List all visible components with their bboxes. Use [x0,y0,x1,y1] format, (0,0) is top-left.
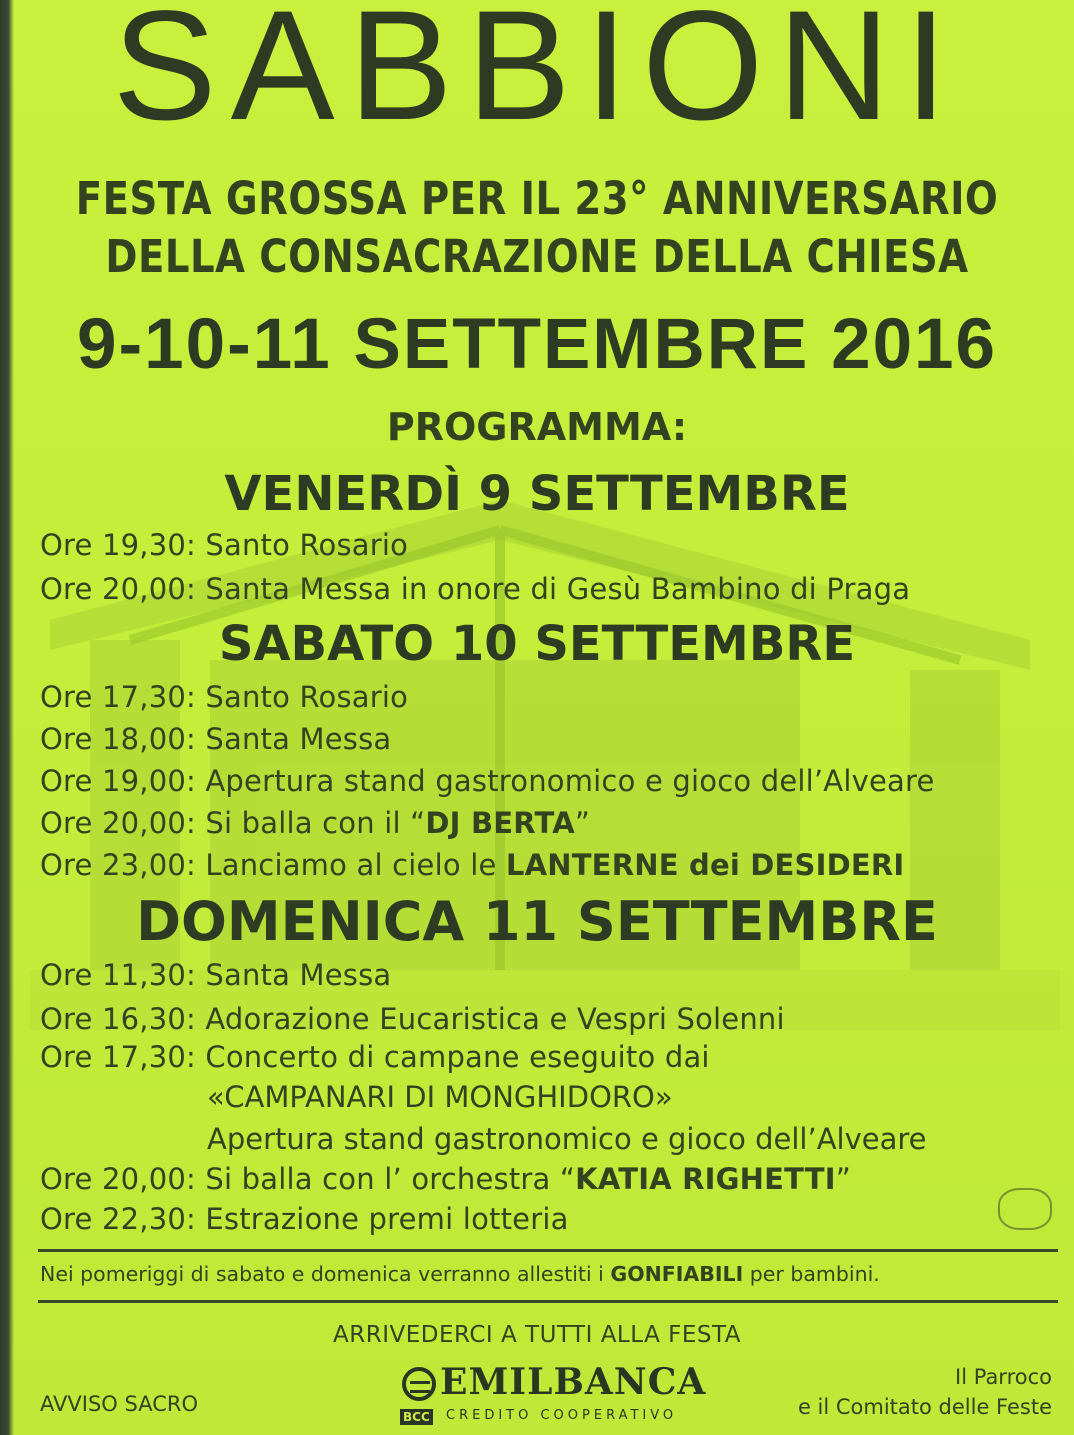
event-row [40,680,408,714]
event-row [40,848,904,882]
event-continuation: Apertura stand gastronomico e gioco dell’Alveare [207,1122,927,1156]
sponsor-logo [400,1361,707,1427]
event-text: Santa Messa [205,722,392,756]
signature-line-1: Il Parroco [955,1365,1052,1389]
signature [798,1362,1052,1423]
event-highlight: LANTERNE dei DESIDERI [505,848,905,882]
event-row [40,1002,785,1036]
event-time: Ore 19,00: [40,764,196,798]
day-heading-friday: VENERDÌ 9 SETTEMBRE [224,466,850,522]
event-text: Si balla con il “ [205,806,426,840]
note-highlight: GONFIABILI [610,1262,744,1286]
event-time: Ore 16,30: [40,1002,196,1036]
event-text: Santa Messa in onore di Gesù Bambino di Praga [205,572,911,606]
event-text: Apertura stand gastronomico e gioco dell’Alveare [205,764,935,798]
event-time: Ore 20,00: [40,806,196,840]
event-text-after: ” [835,1162,851,1196]
divider-bottom [38,1300,1058,1303]
sponsor-name: EMILBANCA [440,1361,707,1403]
event-text: Si balla con l’ orchestra “ [205,1162,576,1196]
day-heading-sunday: DOMENICA 11 SETTEMBRE [136,890,938,953]
event-time: Ore 20,00: [40,572,196,606]
sponsor-tagline: CREDITO COOPERATIVO [446,1408,678,1423]
avviso-sacro: AVVISO SACRO [40,1392,198,1416]
event-dates: 9-10-11 SETTEMBRE 2016 [76,305,998,384]
event-time: Ore 19,30: [40,528,196,562]
day-heading-saturday: SABATO 10 SETTEMBRE [218,616,856,672]
subtitle-line-2: DELLA CONSACRAZIONE DELLA CHIESA [105,230,969,283]
event-text: Santo Rosario [205,680,409,714]
event-time: Ore 17,30: [40,680,196,714]
farewell-text: ARRIVEDERCI A TUTTI ALLA FESTA [333,1322,741,1348]
event-time: Ore 11,30: [40,958,196,992]
divider-top [38,1249,1058,1252]
event-highlight: KATIA RIGHETTI [575,1162,836,1196]
municipal-stamp [998,1188,1052,1230]
signature-line-2: e il Comitato delle Feste [797,1395,1052,1420]
event-row [40,572,910,606]
event-text-after: ” [574,806,591,840]
event-text: Santo Rosario [205,528,409,562]
event-row [40,764,935,798]
poster-title: SABBIONI [112,0,962,153]
wall-edge [0,0,14,1435]
event-text: Estrazione premi lotteria [205,1202,569,1236]
inflatables-note: Nei pomeriggi di sabato e domenica verranno allestiti i GONFIABILI per bambini. [40,1262,880,1286]
event-row [40,1040,710,1074]
event-text: Santa Messa [205,958,392,992]
event-time: Ore 23,00: [40,848,196,882]
sponsor-badge: BCC [400,1409,433,1425]
event-text: Adorazione Eucaristica e Vespri Solenni [205,1002,785,1036]
event-time: Ore 22,30: [40,1202,196,1236]
event-row [40,1162,851,1196]
event-highlight: DJ BERTA [425,806,575,840]
event-continuation: «CAMPANARI DI MONGHIDORO» [207,1080,673,1114]
event-row [40,958,391,992]
event-time: Ore 18,00: [40,722,196,756]
subtitle-line-1: FESTA GROSSA PER IL 23° ANNIVERSARIO [75,172,999,225]
event-time: Ore 17,30: [40,1040,196,1074]
event-text: Concerto di campane eseguito dai [205,1040,710,1074]
programma-heading: PROGRAMMA: [386,405,688,449]
event-row [40,528,408,562]
event-row [40,722,391,756]
event-row [40,1202,569,1236]
event-text: Lanciamo al cielo le [205,848,506,882]
bank-emblem-icon [402,1367,436,1401]
event-time: Ore 20,00: [40,1162,196,1196]
event-row [40,806,590,840]
